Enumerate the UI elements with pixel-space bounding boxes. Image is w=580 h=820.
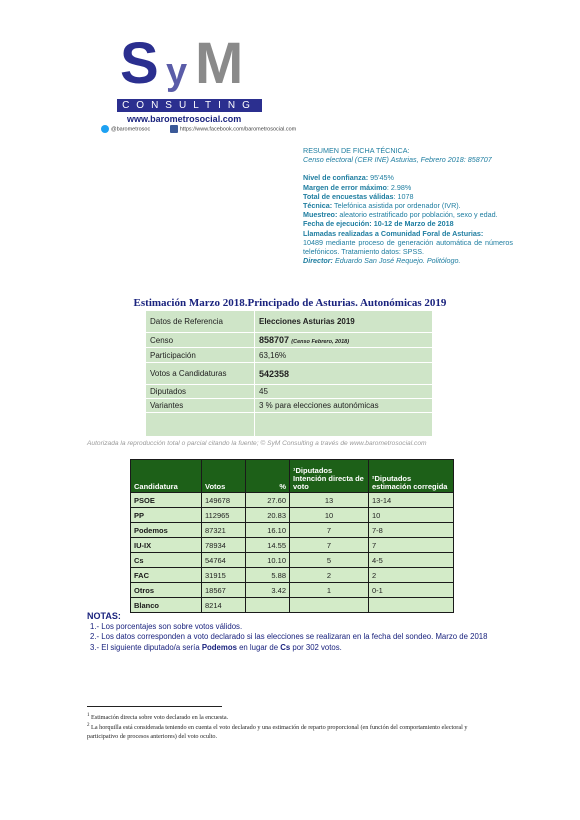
cell-pct: 10.10 [246,553,290,568]
tech-title: RESUMEN DE FICHA TÉCNICA: [303,146,410,155]
ref-value: 542358 [255,363,433,385]
col-pct: % [246,460,290,493]
table-row [131,523,454,538]
tech-llamadas-detail: 10489 mediante proceso de generación automática de números telefónicos. Tratamiento datos: SPSS. [303,237,513,257]
results-header-row [131,460,454,493]
logo-letter-s: S [120,31,159,96]
table-row [131,508,454,523]
cell-party: Blanco [131,598,202,613]
table-row [146,399,433,413]
tech-director: Director: Eduardo San José Requejo. Politólogo. [303,256,461,266]
notes-section [87,611,507,653]
note-1: 1.- Los porcentajes son sobre votos válidos. [90,621,243,631]
cell-corrected: 0-1 [369,583,454,598]
cell-corrected: 10 [369,508,454,523]
table-row [131,538,454,553]
note-3: 3.- El siguiente diputado/a sería Podemos en lugar de Cs por 302 votos. [90,642,342,652]
cell-pct: 16.10 [246,523,290,538]
table-row [146,413,433,437]
cell-pct: 20.83 [246,508,290,523]
cell-corrected: 7 [369,538,454,553]
ref-label: Datos de Referencia [146,311,255,333]
footnote-1: $^1$ Estimación directa sobre voto declarado en la encuesta. [87,713,229,722]
twitter-icon[interactable] [101,125,109,133]
social-links [101,125,296,133]
ref-value: 63,16% [255,348,433,363]
cell-votes: 8214 [202,598,246,613]
tech-confianza: Nivel de confianza: 95'45% [303,173,394,183]
logo-consulting-bar: CONSULTING [117,99,262,112]
cell-pct: 27.60 [246,493,290,508]
tech-censo: Censo electoral (CER INE) Asturias, Febrero 2018: 858707 [303,155,492,165]
table-row [146,311,433,333]
ref-value: 3 % para elecciones autonómicas [255,399,433,413]
footnote-divider [87,706,222,707]
cell-votes: 87321 [202,523,246,538]
website-link[interactable]: www.barometrosocial.com [127,114,242,124]
table-row [146,363,433,385]
table-row [131,553,454,568]
tech-muestreo: Muestreo: aleatorio estratificado por población, sexo y edad. [303,210,498,220]
cell-direct: 5 [290,553,369,568]
cell-direct: 10 [290,508,369,523]
technical-sheet [303,146,513,265]
tech-llamadas: Llamadas realizadas a Comunidad Foral de Asturias: [303,228,484,238]
cell-corrected: 13-14 [369,493,454,508]
facebook-url[interactable]: https://www.facebook.com/barometrosocial.com [179,126,297,133]
cell-party: PSOE [131,493,202,508]
cell-direct: 2 [290,568,369,583]
col-direct: ¹Diputados Intención directa de voto [290,460,369,493]
cell-votes: 18567 [202,583,246,598]
col-candidatura: Candidatura [131,460,202,493]
tech-fecha: Fecha de ejecución: 10-12 de Marzo de 2018 [303,219,454,229]
footnotes [87,712,497,741]
results-table [130,459,454,613]
tech-margen: Margen de error máximo: 2.98% [303,182,412,192]
tech-tecnica: Técnica: Telefónica asistida por ordenador (IVR). [303,201,461,211]
cell-direct: 7 [290,523,369,538]
cell-votes: 149678 [202,493,246,508]
cell-corrected: 2 [369,568,454,583]
note-2: 2.- Los datos corresponden a voto declarado si las elecciones se realizaran en la fecha del sondeo. Marzo de 2018 [90,632,488,641]
cell-party: Otros [131,583,202,598]
cell-party: IU-IX [131,538,202,553]
twitter-handle[interactable]: @barometrosoc [111,126,151,133]
table-row [131,568,454,583]
ref-label: Participación [146,348,255,363]
cell-corrected: 7-8 [369,523,454,538]
table-row [131,493,454,508]
cell-pct: 3.42 [246,583,290,598]
cell-votes: 31915 [202,568,246,583]
ref-label: Censo [146,333,255,348]
ref-label: Votos a Candidaturas [146,363,255,385]
page-title: Estimación Marzo 2018.Principado de Asturias. Autonómicas 2019 [133,297,447,309]
cell-votes: 78934 [202,538,246,553]
cell-votes: 112965 [202,508,246,523]
logo-letter-y: y [166,51,188,93]
ref-value: Elecciones Asturias 2019 [255,311,433,333]
cell-direct: 7 [290,538,369,553]
cell-pct: 14.55 [246,538,290,553]
col-corrected: ²Diputados estimación corregida [369,460,454,493]
cell-direct: 1 [290,583,369,598]
facebook-icon[interactable] [170,125,178,133]
table-row [146,385,433,399]
logo-letter-m: M [195,31,244,96]
ref-label: Diputados [146,385,255,399]
cell-party: PP [131,508,202,523]
tech-total: Total de encuestas válidas: 1078 [303,191,414,201]
cell-corrected: 4-5 [369,553,454,568]
ref-value: 858707 (Censo Febrero, 2018) [255,333,433,348]
cell-party: Cs [131,553,202,568]
table-row [131,583,454,598]
footnote-2: $^2$ La horquilla está considerada teniendo en cuenta el voto declarado y una estimación de reparto proporcional (en función del comportamiento electoral y participativo de procesos anteriores) del voto oculto. [87,723,468,740]
reference-table [145,310,433,437]
cell-direct: 13 [290,493,369,508]
cell-votes: 54764 [202,553,246,568]
table-row [146,333,433,348]
ref-value [255,413,433,437]
ref-label [146,413,255,437]
ref-value: 45 [255,385,433,399]
notes-title: NOTAS: [87,611,121,621]
cell-pct: 5.88 [246,568,290,583]
col-votos: Votos [202,460,246,493]
authorization-note: Autorizada la reproducción total o parcial citando la fuente; © SyM Consulting a través de www.barometrosocial.com [87,440,427,447]
table-row [146,348,433,363]
cell-party: FAC [131,568,202,583]
cell-party: Podemos [131,523,202,538]
ref-label: Variantes [146,399,255,413]
